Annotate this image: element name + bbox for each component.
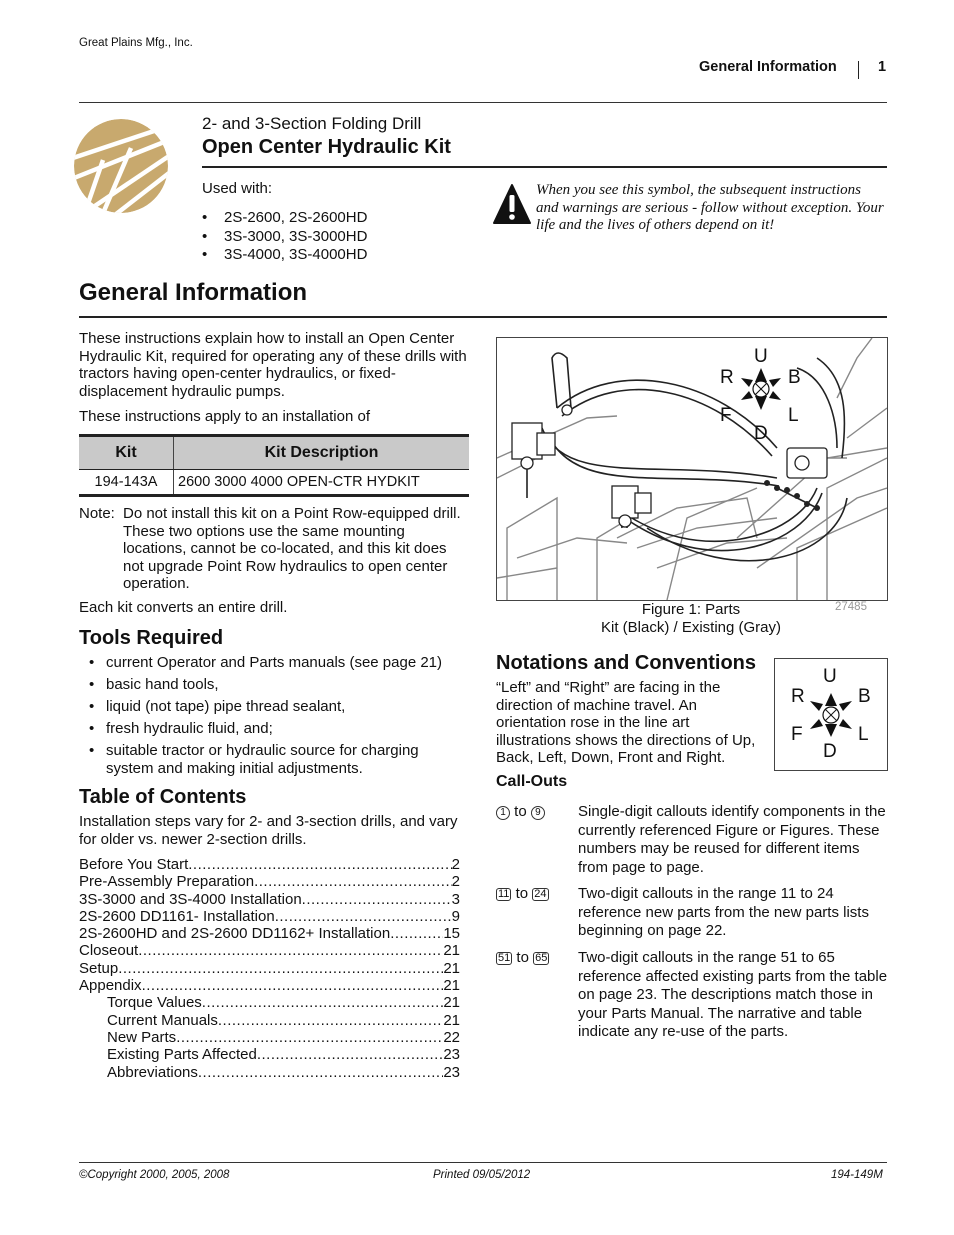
notations-text: “Left” and “Right” are facing in the direction of machine travel. An orientation rose in the line art illustrations shows the directions of Up, Back, Left, Down, Front and Right.: [496, 679, 756, 766]
list-item: • basic hand tools,: [79, 676, 469, 694]
callout-description: Single-digit callouts identify components in the currently referenced Figure or Figures. These numbers may be reused for different items from page to page.: [578, 803, 886, 876]
toc-entry[interactable]: [79, 1012, 460, 1029]
table-row: [79, 470, 469, 496]
callout-row: [496, 949, 888, 1042]
toc-entry-page: 22: [443, 1028, 460, 1046]
rose-left-label: L: [788, 405, 799, 426]
model-item: • 2S-2600, 2S-2600HD: [202, 209, 367, 228]
toc-entry-title: 3S-3000 and 3S-4000 Installation: [79, 890, 302, 908]
callout-to: 65: [535, 952, 548, 964]
list-item: • fresh hydraulic fluid, and;: [79, 720, 469, 738]
toc-entry-title: Abbreviations: [107, 1063, 198, 1081]
callout-description: Two-digit callouts in the range 51 to 65 reference affected existing parts from the table on page 23. The descriptions match those in your Parts Manual. The narrative and table indicate any re-use of the parts.: [578, 949, 888, 1040]
toc-entry-page: 21: [443, 959, 460, 977]
callout-from: 1: [496, 806, 510, 820]
toc-entry-page: 3: [451, 890, 460, 908]
figure-caption-line2: Kit (Black) / Existing (Gray): [600, 618, 782, 636]
kit-description-cell: 2600 3000 4000 OPEN-CTR HYDKIT: [174, 470, 470, 496]
models-list: [202, 209, 367, 265]
table-of-contents: [79, 856, 460, 1081]
note-block: [79, 505, 469, 593]
callout-range: [496, 949, 549, 968]
list-item: • liquid (not tape) pipe thread sealant,: [79, 698, 469, 716]
toc-entry[interactable]: [79, 908, 460, 925]
callout-to: 9: [531, 806, 545, 820]
warning-text: When you see this symbol, the subsequent instructions and warnings are serious - follow without exception. Your life and the lives of others depend on it!: [536, 182, 884, 233]
rose-right-label: R: [720, 367, 734, 388]
toc-entry[interactable]: [79, 1046, 460, 1063]
kit-description-column-header: Kit Description: [174, 436, 470, 470]
kit-table: [79, 434, 469, 497]
section-heading-general-information: General Information: [79, 279, 308, 306]
footer-copyright: ©Copyright 2000, 2005, 2008: [79, 1169, 230, 1181]
toc-entry-title: Setup: [79, 959, 119, 977]
rose-front-label: F: [791, 724, 803, 745]
toc-entry[interactable]: [79, 994, 460, 1011]
toc-entry-page: 21: [443, 942, 460, 960]
rose-back-label: B: [788, 367, 801, 388]
toc-entry-page: 21: [443, 977, 460, 995]
toc-entry[interactable]: [79, 1064, 460, 1081]
toc-heading: Table of Contents: [79, 786, 247, 808]
orientation-rose-icon: [741, 368, 781, 410]
toc-entry-page: 9: [451, 907, 460, 925]
toc-entry-page: 21: [443, 1011, 460, 1029]
toc-entry[interactable]: [79, 942, 460, 959]
toc-entry-title: Existing Parts Affected: [107, 1046, 257, 1064]
callout-description: Two-digit callouts in the range 11 to 24 reference new parts from the new parts lists beginning on page 22.: [578, 885, 869, 939]
toc-entry-title: Closeout: [79, 942, 139, 960]
toc-entry-title: Pre-Assembly Preparation: [79, 873, 255, 891]
callout-joiner: to: [516, 949, 529, 966]
used-with-label: Used with:: [202, 180, 273, 197]
tools-required-heading: Tools Required: [79, 627, 224, 649]
callout-to: 24: [534, 888, 547, 900]
toc-entry-page: 23: [443, 1046, 460, 1064]
intro-text-block: [79, 330, 467, 434]
toc-entry-title: Before You Start: [79, 856, 189, 873]
warning-triangle-icon: [493, 183, 531, 225]
callout-range: [496, 803, 545, 822]
intro-paragraph: These instructions explain how to install an Open Center Hydraulic Kit, required for operating any of these drills with tractors having open-center hydraulics, or fixed-displacement hydraulic pumps.: [79, 330, 467, 400]
callout-from: 11: [498, 888, 510, 900]
rose-down-label: D: [823, 741, 837, 762]
title-rule: [202, 166, 887, 168]
toc-entry-title: Torque Values: [107, 994, 202, 1012]
kit-number-cell: 194-143A: [79, 470, 174, 496]
rose-left-label: L: [858, 724, 869, 745]
note-label: Note:: [79, 505, 115, 522]
header-section-title: General Information: [699, 59, 837, 75]
toc-entry[interactable]: [79, 960, 460, 977]
footer-rule: [79, 1162, 887, 1163]
toc-entry-title: 2S-2600 DD1161- Installation: [79, 907, 275, 925]
company-name: Great Plains Mfg., Inc.: [79, 37, 193, 49]
toc-entry[interactable]: [79, 1029, 460, 1046]
each-kit-text: Each kit converts an entire drill.: [79, 599, 288, 616]
list-item: • suitable tractor or hydraulic source for charging system and making initial adjustments.: [79, 742, 469, 777]
footer-printed-date: Printed 09/05/2012: [433, 1169, 531, 1181]
toc-entry-page: 23: [443, 1063, 460, 1081]
toc-entry-page: 21: [443, 994, 460, 1012]
document-subtitle: 2- and 3-Section Folding Drill: [202, 114, 422, 133]
notations-heading: Notations and Conventions: [496, 652, 756, 674]
model-item: • 3S-3000, 3S-3000HD: [202, 228, 367, 247]
toc-entry-page: 2: [451, 873, 460, 891]
rose-right-label: R: [791, 686, 805, 707]
callout-from: 51: [498, 952, 511, 964]
note-text: Do not install this kit on a Point Row-equipped drill. These two options use the same mounting locations, cannot be co-located, and this kit does not upgrade Point Row hydraulics to open center operation.: [123, 505, 461, 592]
toc-intro: Installation steps vary for 2- and 3-section drills, and vary for older vs. newer 2-section drills.: [79, 813, 458, 848]
list-item: • current Operator and Parts manuals (see page 21): [79, 654, 469, 672]
callout-joiner: to: [515, 885, 529, 902]
orientation-rose-icon: [810, 693, 852, 737]
document-title: Open Center Hydraulic Kit: [202, 136, 451, 158]
toc-entry-title: Appendix: [79, 977, 142, 995]
parts-figure: [496, 337, 888, 601]
toc-entry[interactable]: [79, 925, 460, 942]
rose-back-label: B: [858, 686, 871, 707]
great-plains-logo-icon: [73, 118, 169, 214]
rose-up-label: U: [823, 666, 837, 687]
toc-entry[interactable]: [79, 977, 460, 994]
callout-row: [496, 803, 888, 877]
kit-column-header: Kit: [79, 436, 174, 470]
tools-list: [79, 654, 469, 782]
toc-entry-title: New Parts: [107, 1028, 177, 1046]
callouts-heading: Call-Outs: [496, 773, 568, 790]
figure-number: 27485: [835, 601, 867, 613]
callout-joiner: to: [514, 803, 527, 820]
figure-caption: [560, 601, 822, 636]
toc-entry-title: 2S-2600HD and 2S-2600 DD1162+ Installation: [79, 925, 391, 943]
toc-entry[interactable]: [79, 856, 460, 873]
figure-caption-line1: Figure 1: Parts: [641, 601, 741, 618]
toc-entry-page: 15: [443, 925, 460, 943]
orientation-rose-diagram: [775, 659, 887, 770]
hydraulic-parts-illustration: [497, 338, 887, 600]
toc-entry-page: 2: [451, 856, 460, 873]
callout-range: [496, 885, 549, 904]
footer-doc-number: 194-149M: [831, 1169, 883, 1181]
model-item: • 3S-4000, 3S-4000HD: [202, 246, 367, 265]
page-number: 1: [878, 59, 887, 75]
toc-entry[interactable]: [79, 891, 460, 908]
header-separator: [858, 61, 859, 79]
callout-row: [496, 885, 888, 941]
applies-paragraph: These instructions apply to an installation of: [79, 408, 370, 425]
orientation-rose-box: [774, 658, 888, 771]
toc-entry[interactable]: [79, 873, 460, 890]
rose-up-label: U: [754, 346, 768, 367]
rose-front-label: F: [720, 405, 732, 426]
toc-entry-title: Current Manuals: [107, 1011, 218, 1029]
rose-down-label: D: [754, 423, 768, 444]
heading-rule: [79, 316, 887, 318]
header-rule: [79, 102, 887, 103]
